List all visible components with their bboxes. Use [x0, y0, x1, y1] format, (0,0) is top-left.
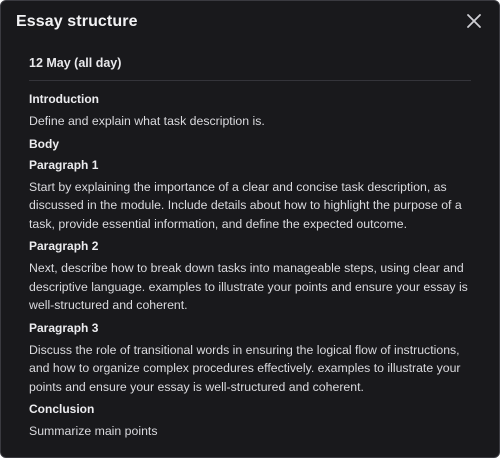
paragraph-1-text: Start by explaining the importance of a clear and concise task description, as discussed in the module. Include details about how to highlight the purpose of a task, provide essential information, and define the expected outcome. — [29, 179, 462, 231]
paragraph-2-heading: Paragraph 2 — [29, 239, 99, 253]
close-button[interactable] — [463, 10, 485, 32]
close-icon — [463, 10, 485, 32]
paragraph-1-heading: Paragraph 1 — [29, 157, 99, 172]
paragraph-3-heading: Paragraph 3 — [29, 320, 99, 335]
body-heading: Body — [29, 136, 59, 151]
paragraph-2-text: Next, describe how to break down tasks into manageable steps, using clear and descriptive language. examples to illustrate your points and ensure your essay is well-structured and coherent. — [29, 261, 468, 312]
conclusion-heading: Conclusion — [29, 402, 95, 416]
divider — [29, 80, 471, 81]
dialog-header — [16, 13, 489, 37]
dialog-title: Essay structure — [16, 13, 138, 30]
introduction-text: Define and explain what task description is. — [29, 114, 265, 128]
introduction-heading: Introduction — [29, 92, 99, 106]
paragraph-3-text: Discuss the role of transitional words in ensuring the logical flow of instructions, and how to organize complex procedures effectively. examples to illustrate your points and ensure your essay is well-structured and coherent. — [29, 342, 461, 394]
dialog-content — [29, 55, 471, 441]
conclusion-text: Summarize main points — [29, 424, 158, 438]
event-date: 12 May (all day) — [29, 56, 122, 70]
